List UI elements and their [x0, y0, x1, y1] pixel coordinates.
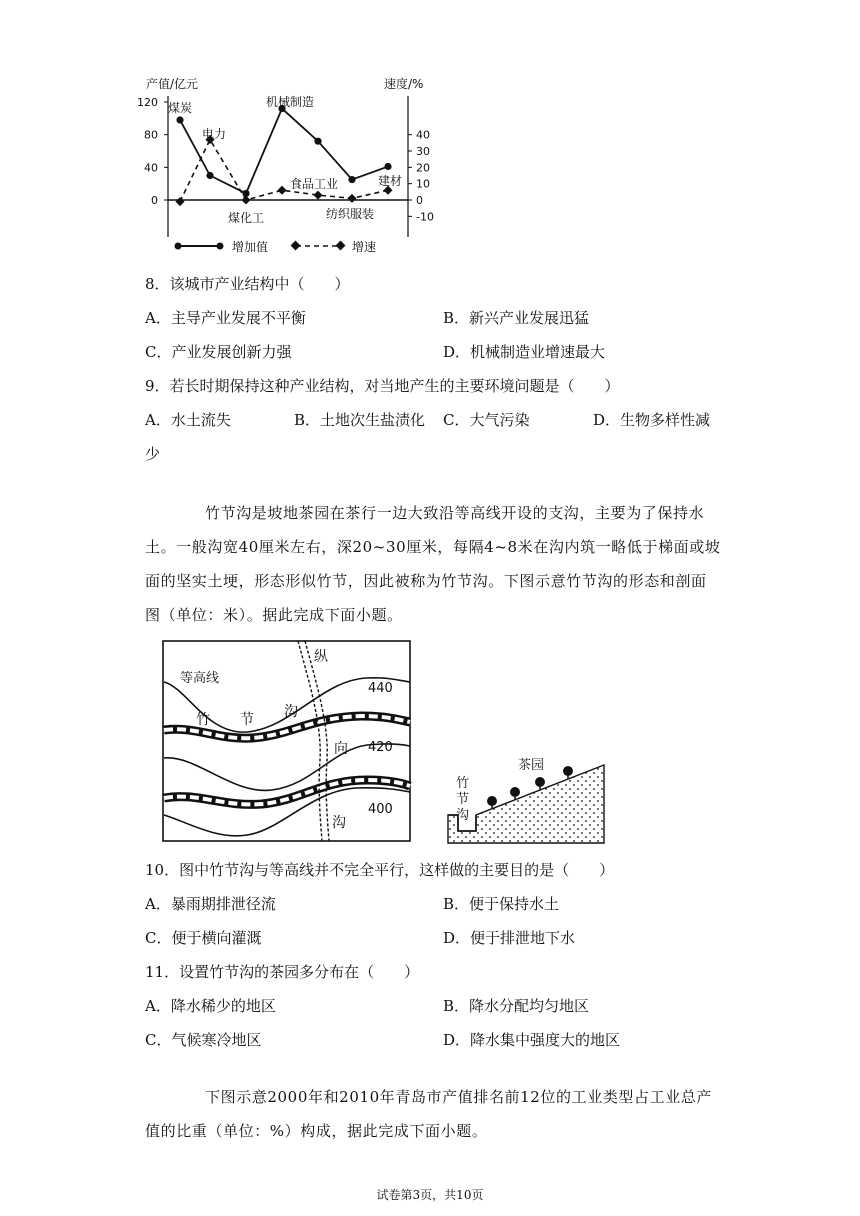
q10-option-d[interactable]: D．便于排泄地下水 [443, 929, 576, 947]
bamboo-label-2: 节 [240, 712, 254, 728]
contour-map-figure [162, 640, 414, 845]
industry-chart [137, 70, 440, 260]
ditch-label-2: 节 [456, 792, 470, 807]
ditch-label-3: 沟 [456, 808, 470, 823]
point-growth-1 [175, 197, 184, 206]
tea-garden-label: 茶园 [518, 758, 545, 773]
q11-option-d[interactable]: D．降水集中强度大的地区 [443, 1031, 621, 1049]
elevation-400: 400 [368, 802, 393, 817]
point-added-value-1 [176, 116, 183, 123]
q11-stem: 11．设置竹节沟的茶园多分布在（ ） [145, 963, 420, 981]
left-tick-label: 0 [151, 194, 158, 207]
point-added-value-7 [384, 163, 391, 170]
vertical-label-3: 沟 [332, 815, 346, 831]
legend-marker-diamond-2 [336, 241, 346, 251]
passage-qingdao: 下图示意2000年和2010年青岛市产值排名前12位的工业类型占工业总产值的比重（单位：%）构成，据此完成下面小题。 [145, 1088, 713, 1140]
q8-stem: 8．该城市产业结构中（ ） [145, 275, 350, 293]
bamboo-label-3: 沟 [284, 704, 298, 720]
point-added-value-5 [314, 138, 321, 145]
q10-option-b[interactable]: B．便于保持水土 [443, 895, 560, 913]
category-label-3: 煤化工 [228, 211, 265, 225]
q9-stem: 9．若长时期保持这种产业结构，对当地产生的主要环境问题是（ ） [145, 377, 620, 395]
legend-marker-circle-2 [217, 243, 224, 250]
point-growth-6 [347, 194, 356, 203]
right-tick-label: 20 [416, 161, 430, 175]
ditch-label-1: 竹 [456, 776, 470, 791]
q8-option-d[interactable]: D．机械制造业增速最大 [443, 343, 606, 361]
q10-option-c[interactable]: C．便于横向灌溉 [145, 929, 262, 947]
category-label-1: 煤炭 [168, 101, 193, 115]
right-axis-label: 速度/% [384, 77, 424, 91]
legend-marker-diamond [291, 241, 301, 251]
category-label-2: 电力 [202, 127, 227, 141]
right-tick-label: 0 [416, 194, 423, 207]
category-label-6: 纺织服装 [326, 207, 375, 221]
bamboo-label-1: 竹 [196, 712, 210, 728]
right-tick-label: 40 [416, 128, 430, 142]
right-tick-label: -10 [416, 210, 434, 224]
contour-label: 等高线 [180, 671, 220, 686]
left-tick-label: 120 [137, 96, 158, 109]
category-label-7: 建材 [378, 174, 403, 188]
left-tick-label: 40 [144, 161, 158, 175]
point-added-value-2 [206, 172, 213, 179]
q11-option-c[interactable]: C．气候寒冷地区 [145, 1031, 262, 1049]
q9-option-b[interactable]: B．土地次生盐渍化 [294, 411, 426, 429]
left-tick-label: 80 [144, 128, 158, 142]
right-tick-label: 10 [416, 177, 430, 191]
right-tick-label: 30 [416, 145, 430, 158]
point-growth-3 [241, 195, 250, 204]
vertical-label-2: 向 [334, 741, 348, 757]
legend-label-growth: 增速 [352, 240, 377, 254]
passage-bamboo-ditch: 竹节沟是坡地茶园在茶行一边大致沿等高线开设的支沟，主要为了保持水土。一般沟宽40厘米左右，深20~30厘米，每隔4~8米在沟内筑一略低于梯面或坡面的坚实土埂，形态形似竹节，因此被称为竹节沟。下图示意竹节沟的形态和剖面图（单位：米）。据此完成下面小题。 [145, 504, 721, 624]
q10-stem: 10．图中竹节沟与等高线并不完全平行，这样做的主要目的是（ ） [145, 861, 615, 879]
category-label-5: 食品工业 [290, 177, 339, 191]
q9-option-a[interactable]: A．水土流失 [145, 411, 231, 429]
vertical-label-1: 纵 [314, 649, 328, 665]
legend-marker-circle [175, 243, 182, 250]
q9-option-d[interactable]: D．生物多样性减 [593, 411, 711, 429]
left-axis-label: 产值/亿元 [146, 77, 199, 91]
category-label-4: 机械制造 [266, 95, 315, 109]
point-added-value-6 [348, 176, 355, 183]
q11-option-a[interactable]: A．降水稀少的地区 [145, 997, 276, 1015]
page-footer: 试卷第3页，共10页 [376, 1188, 484, 1202]
point-growth-5 [313, 191, 322, 200]
series-line-1 [180, 109, 388, 194]
q9-option-c[interactable]: C．大气污染 [443, 411, 530, 429]
point-growth-4 [277, 186, 286, 195]
q9-option-d-continued: 少 [145, 445, 161, 463]
elevation-420: 420 [368, 740, 393, 755]
q8-option-b[interactable]: B．新兴产业发展迅猛 [443, 309, 590, 327]
q10-option-a[interactable]: A．暴雨期排泄径流 [145, 895, 276, 913]
q8-option-c[interactable]: C．产业发展创新力强 [145, 343, 292, 361]
slope-profile-figure [440, 755, 610, 847]
legend-label-added-value: 增加值 [232, 240, 269, 254]
q8-option-a[interactable]: A．主导产业发展不平衡 [145, 309, 306, 327]
q11-option-b[interactable]: B．降水分配均匀地区 [443, 997, 590, 1015]
elevation-440: 440 [368, 681, 393, 696]
